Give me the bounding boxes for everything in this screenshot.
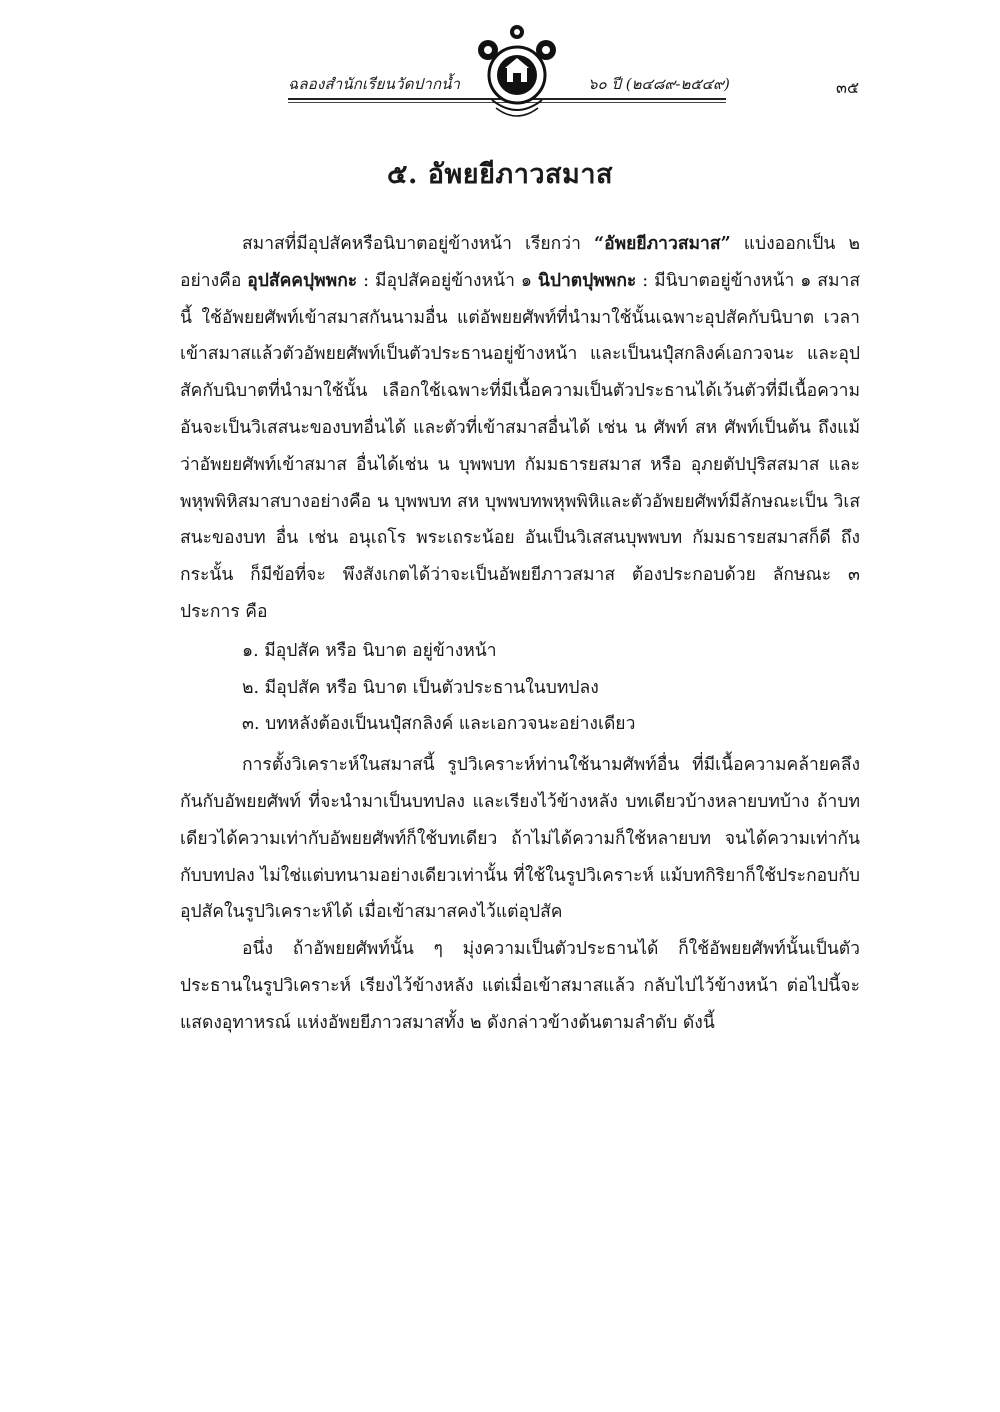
paragraph-note: อนึ่ง ถ้าอัพยยศัพท์นั้น ๆ มุ่งความเป็นตัวประธานได้ ก็ใช้อัพยยศัพท์นั้นเป็นตัวประธานในรูปวิเคราะห์ เรียงไว้ข้างหลัง แต่เมื่อเข้าสมาสแล้ว กลับไปไว้ข้างหน้า ต่อไปนี้จะแสดงอุทาหรณ์ แห่งอัพยยีภาวสมาสทั้ง ๒ ดังกล่าวข้างต้นตามลำดับ ดังนี้ bbox=[180, 939, 860, 1033]
characteristics-list bbox=[180, 633, 860, 743]
header-left-text: ฉลองสำนักเรียนวัดปากน้ำ bbox=[288, 75, 461, 93]
document-body bbox=[180, 226, 860, 1042]
page-header bbox=[288, 20, 868, 120]
list-item: ๑. มีอุปสัค หรือ นิบาต อยู่ข้างหน้า bbox=[242, 640, 497, 661]
intro-text-4: : มีนิบาตอยู่ข้างหน้า ๑ สมาสนี้ ใช้อัพยยศัพท์เข้าสมาสกันนามอื่น แต่อัพยยศัพท์ที่นำมาใช้นั้นเฉพาะอุปสัคกับนิบาต เวลาเข้าสมาสแล้วตัวอัพยยศัพท์เป็นตัวประธานอยู่ข้างหน้า และเป็นนปุํสกลิงค์เอกวจนะ และอุปสัคกับนิบาตที่นำมาใช้นั้น เลือกใช้เฉพาะที่มีเนื้อความเป็นตัวประธานได้เว้นตัวที่มีเนื้อความอันจะเป็นวิเสสนะของบทอื่นได้ และตัวที่เข้าสมาสอื่นได้ เช่น น ศัพท์ สห ศัพท์เป็นต้น ถึงแม้ว่าอัพยยศัพท์เข้าสมาส อื่นได้เช่น น บุพพบท กัมมธารยสมาส หรือ อุภยตัปปุริสสมาส และ พหุพพิหิสมาสบางอย่างคือ น บุพพบท สห บุพพบทพหุพพิหิและตัวอัพยยศัพท์มีลักษณะเป็น วิเสสนะของบท อื่น เช่น อนุเถโร พระเถระน้อย อันเป็นวิเสสนบุพพบท กัมมธารยสมาสก็ดี ถึงกระนั้น ก็มีข้อที่จะ พึงสังเกตได้ว่าจะเป็นอัพยยีภาวสมาส ต้องประกอบด้วย ลักษณะ ๓ ประการ คือ bbox=[180, 270, 861, 622]
intro-text-3: : มีอุปสัคอยู่ข้างหน้า ๑ bbox=[357, 270, 538, 291]
intro-term-abyayibhava: “อัพยยีภาวสมาส” bbox=[594, 234, 731, 254]
paragraph-analysis: การตั้งวิเคราะห์ในสมาสนี้ รูปวิเคราะห์ท่านใช้นามศัพท์อื่น ที่มีเนื้อความคล้ายคลึง กันกับอัพยยศัพท์ ที่จะนำมาเป็นบทปลง และเรียงไว้ข้างหลัง บทเดียวบ้างหลายบทบ้าง ถ้าบทเดียวได้ความเท่ากับอัพยยศัพท์ก็ใช้บทเดียว ถ้าไม่ได้ความก็ใช้หลายบท จนได้ความเท่ากันกับบทปลง ไม่ใช่แต่บทนามอย่างเดียวเท่านั้น ที่ใช้ในรูปวิเคราะห์ แม้บทกิริยาก็ใช้ประกอบกับอุปสัคในรูปวิเคราะห์ได้ เมื่อเข้าสมาสคงไว้แต่อุปสัค bbox=[180, 755, 860, 923]
header-anniversary-text: ๖๐ ปี (๒๔๘๙-๒๕๔๙) bbox=[588, 75, 730, 93]
paragraph-intro bbox=[180, 226, 860, 631]
intro-text-2: แบ่งออกเป็น ๒ อย่างคือ bbox=[180, 234, 860, 291]
page-number: ๓๕ bbox=[836, 78, 860, 97]
list-item: ๓. บทหลังต้องเป็นนปุํสกลิงค์ และเอกวจนะอย่างเดียว bbox=[242, 714, 636, 735]
intro-term-nipata: นิปาตปุพพกะ bbox=[537, 270, 637, 291]
temple-seal-icon bbox=[472, 20, 562, 130]
intro-term-upasagga: อุปสัคคปุพพกะ bbox=[247, 270, 358, 291]
intro-text-1: สมาสที่มีอุปสัคหรือนิบาตอยู่ข้างหน้า เรียกว่า bbox=[242, 234, 595, 254]
section-title: ๕. อัพยยีภาวสมาส bbox=[387, 159, 613, 190]
list-item: ๒. มีอุปสัค หรือ นิบาต เป็นตัวประธานในบทปลง bbox=[242, 677, 599, 698]
